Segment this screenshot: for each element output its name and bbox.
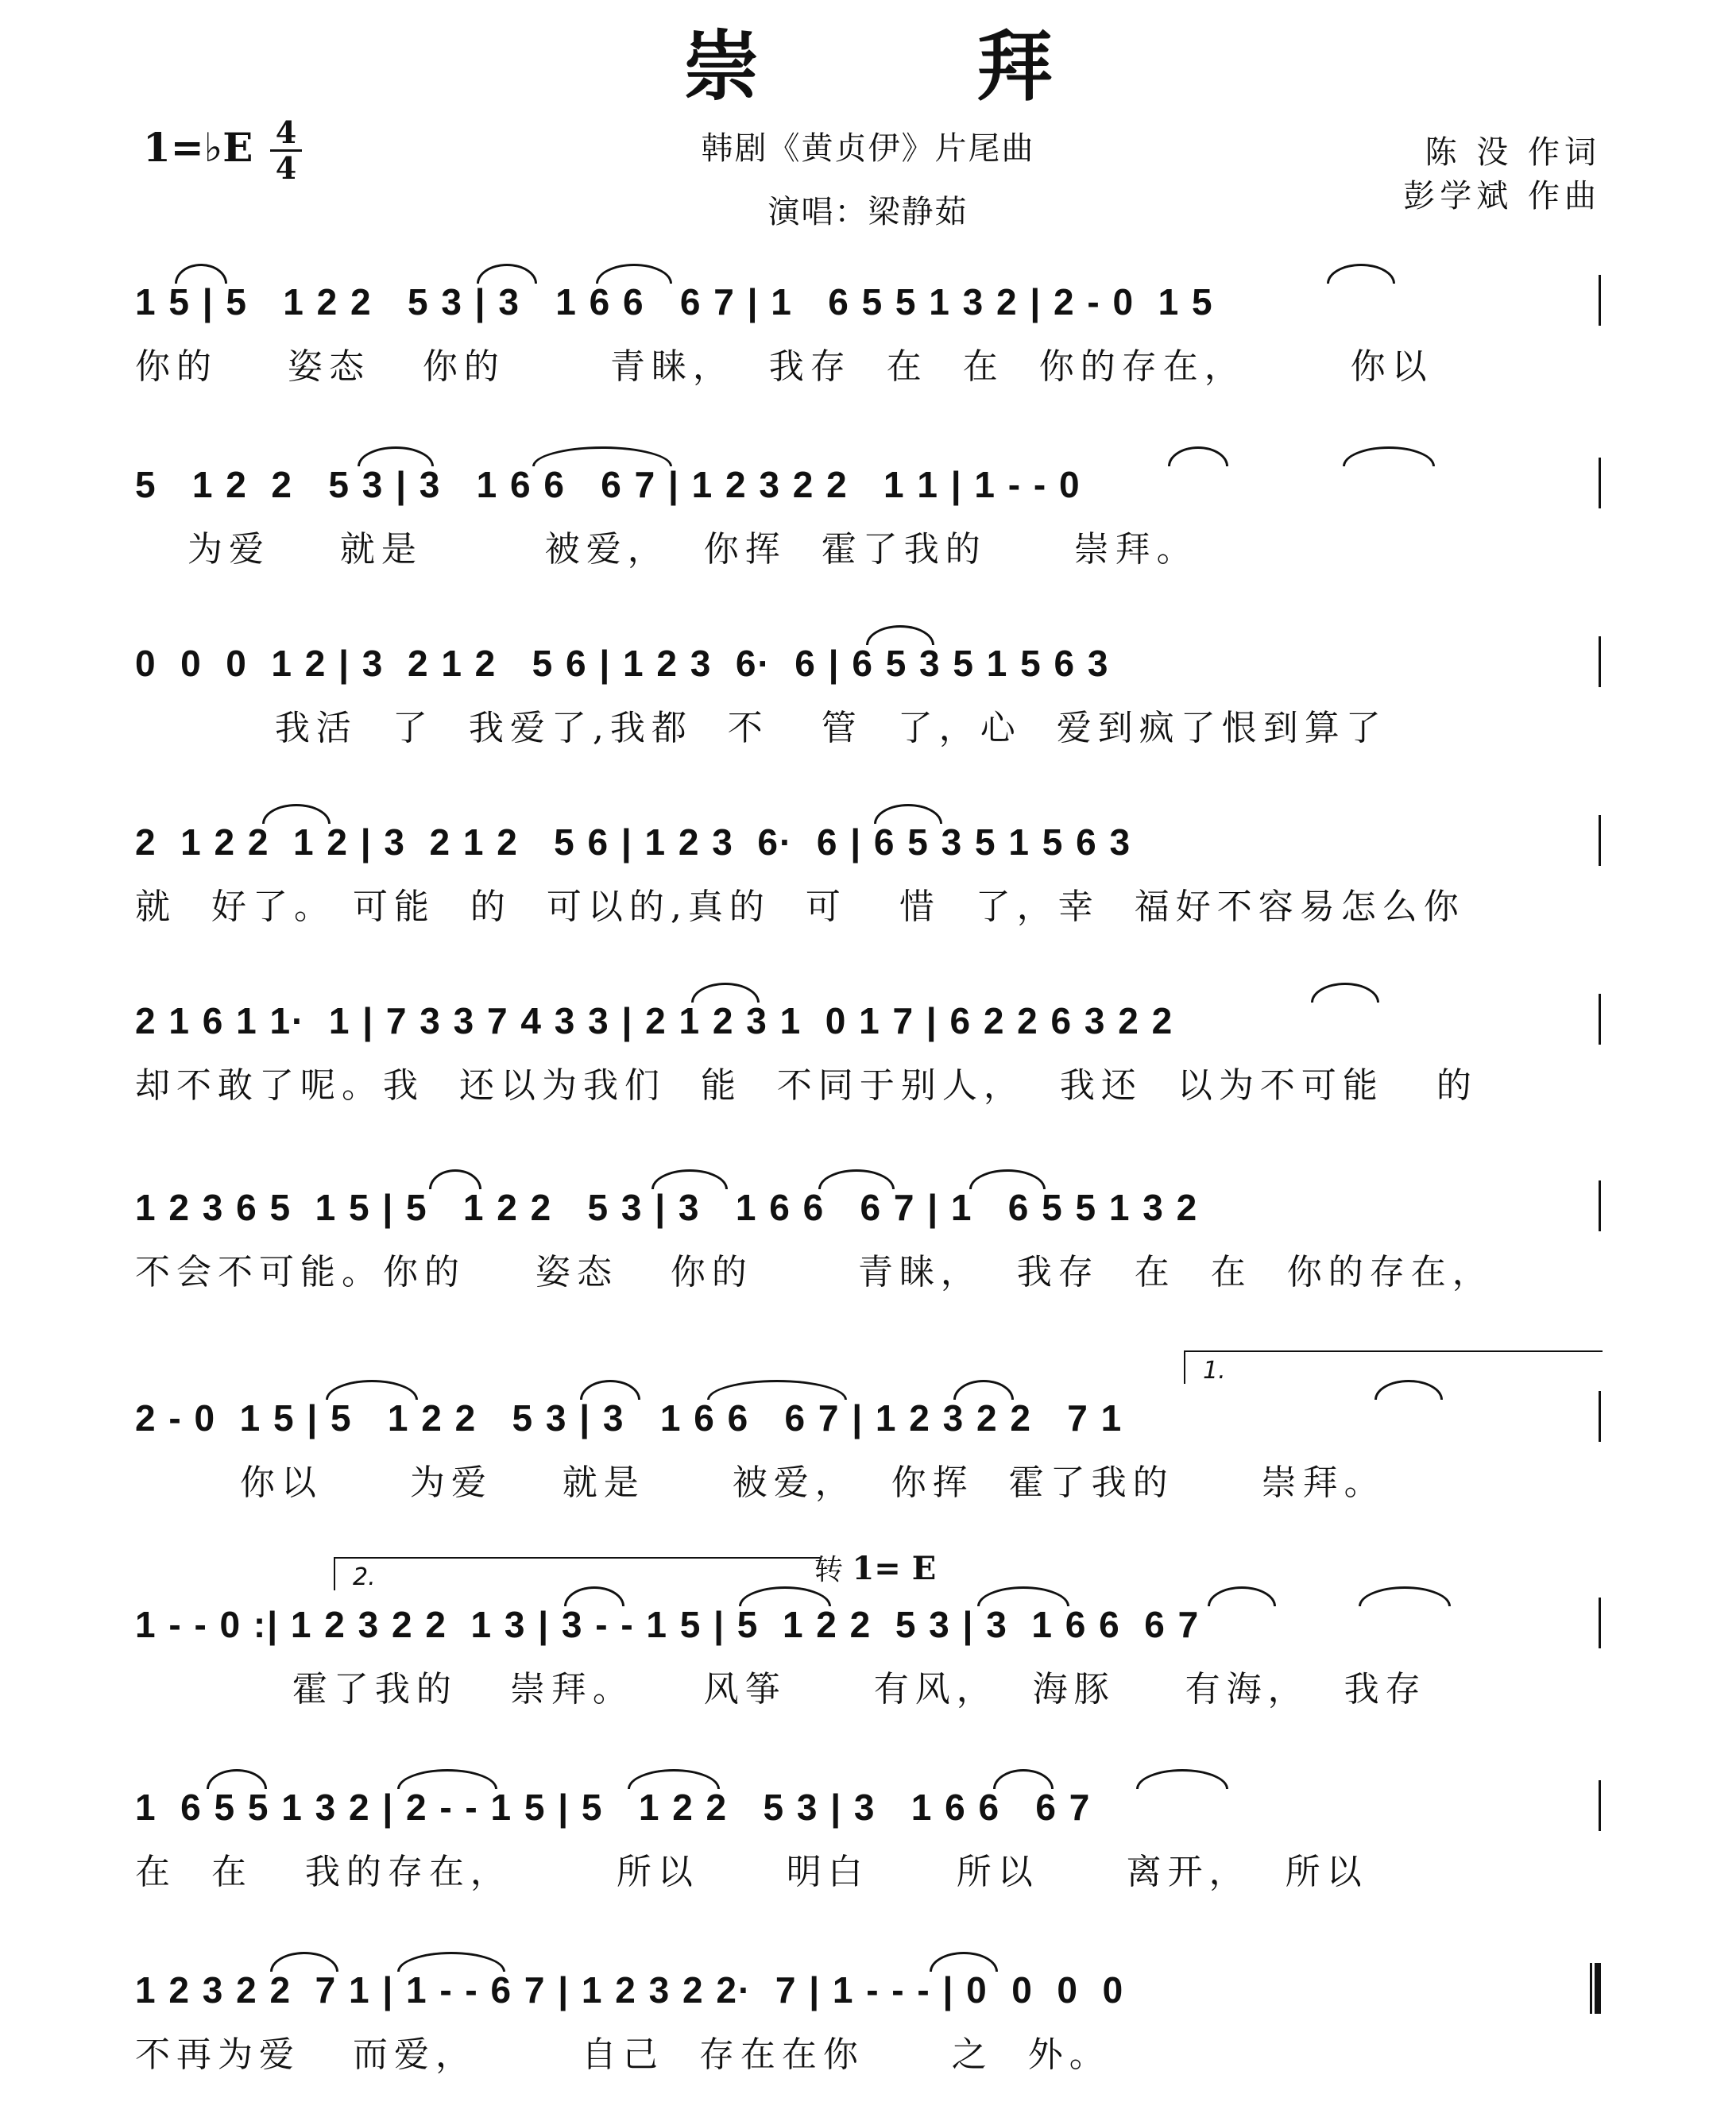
- music-system: [135, 1966, 1601, 2125]
- key-change-prefix: 转: [814, 1554, 844, 1586]
- music-system: [135, 818, 1601, 977]
- barline: [1599, 636, 1601, 687]
- composer-credit: 彭学斌 作曲: [1403, 178, 1601, 214]
- notation-line: 1 6 5 5 1 3 2 | 2 - - 1 5 | 5 1 2 2 5 3 | 3 1 6 6 6 7: [135, 1787, 1092, 1828]
- music-system: [135, 1394, 1601, 1553]
- notation-line: 1 - - 0 :| 1 2 3 2 2 1 3 | 3 - - 1 5 | 5 1 2 2 5 3 | 3 1 6 6 6 7: [135, 1604, 1201, 1645]
- music-system: [135, 997, 1601, 1156]
- lyric-line: 我活 了 我爱了,我都 不 管 了，心 爱到疯了恨到算了: [135, 708, 1387, 748]
- volta-2-label: 2.: [353, 1563, 376, 1591]
- volta-2-bracket: [334, 1557, 820, 1590]
- lyric-line: 你以 为爱 就是 被爱， 你挥 霍了我的 崇拜。: [135, 1462, 1386, 1503]
- lyric-line: 为爱 就是 被爱， 你挥 霍了我的 崇拜。: [135, 529, 1198, 570]
- notation-line: 1 2 3 2 2 7 1 | 1 - - 6 7 | 1 2 3 2 2· 7 | 1 - - - | 0 0 0 0: [135, 1969, 1125, 2011]
- notation-line: 1 2 3 6 5 1 5 | 5 1 2 2 5 3 | 3 1 6 6 6 7 | 1 6 5 5 1 3 2: [135, 1187, 1199, 1228]
- barline: [1599, 1598, 1601, 1648]
- lyric-line: 却不敢了呢。我 还以为我们 能 不同于别人， 我还 以为不可能 的: [135, 1065, 1478, 1106]
- time-signature-top: 4: [275, 114, 297, 150]
- barline: [1599, 1391, 1601, 1442]
- music-system: [135, 278, 1601, 437]
- barline: [1599, 1780, 1601, 1831]
- singer-credit: 演唱：梁静茹: [767, 194, 969, 230]
- music-system: [135, 1601, 1601, 1760]
- key-change: [814, 1547, 936, 1588]
- lyric-line: 不再为爱 而爱， 自己 存在在你 之 外。: [135, 2034, 1111, 2075]
- barline: [1599, 815, 1601, 866]
- barline: [1599, 275, 1601, 326]
- song-title: 崇 拜: [682, 21, 1149, 111]
- music-system: [135, 461, 1601, 620]
- key-change-key: 1= E: [852, 1550, 937, 1587]
- lyric-line: 在 在 我的存在， 所以 明白 所以 离开， 所以: [135, 1852, 1368, 1892]
- volta-1-bracket: [1184, 1350, 1603, 1384]
- lyricist-credit: 陈 没 作词: [1425, 134, 1601, 171]
- notation-line: 0 0 0 1 2 | 3 2 1 2 5 6 | 1 2 3 6· 6 | 6 5 3 5 1 5 6 3: [135, 643, 1110, 684]
- barline: [1599, 458, 1601, 508]
- lyric-line: 你的 姿态 你的 青睐， 我存 在 在 你的存在， 你以: [135, 346, 1433, 387]
- notation-line: 2 1 2 2 1 2 | 3 2 1 2 5 6 | 1 2 3 6· 6 | 6 5 3 5 1 5 6 3: [135, 821, 1132, 863]
- music-system: [135, 1184, 1601, 1343]
- lyric-line: 就 好了。 可能 的 可以的,真的 可 惜 了，幸 福好不容易怎么你: [135, 887, 1465, 927]
- notation-line: 1 5 | 5 1 2 2 5 3 | 3 1 6 6 6 7 | 1 6 5 5 1 3 2 | 2 - 0 1 5: [135, 281, 1214, 323]
- music-system: [135, 639, 1601, 798]
- notation-line: 2 1 6 1 1· 1 | 7 3 3 7 4 3 3 | 2 1 2 3 1 0 1 7 | 6 2 2 6 3 2 2: [135, 1000, 1174, 1041]
- final-barline: [1590, 1963, 1601, 2014]
- music-system: [135, 1783, 1601, 1942]
- barline: [1599, 1180, 1601, 1231]
- lyric-line: 不会不可能。你的 姿态 你的 青睐， 我存 在 在 你的存在，: [135, 1252, 1494, 1292]
- time-signature-bottom: 4: [275, 150, 297, 186]
- notation-line: 5 1 2 2 5 3 | 3 1 6 6 6 7 | 1 2 3 2 2 1 1 | 1 - - 0: [135, 464, 1081, 505]
- song-subtitle: 韩剧《黄贞伊》片尾曲: [701, 130, 1035, 167]
- key-signature: 1=♭E: [143, 124, 253, 171]
- lyric-line: 霍了我的 崇拜。 风筝 有风， 海豚 有海， 我存: [135, 1669, 1427, 1710]
- volta-1-label: 1.: [1203, 1357, 1226, 1385]
- barline: [1599, 994, 1601, 1045]
- notation-line: 2 - 0 1 5 | 5 1 2 2 5 3 | 3 1 6 6 6 7 | 1 2 3 2 2 7 1: [135, 1397, 1123, 1439]
